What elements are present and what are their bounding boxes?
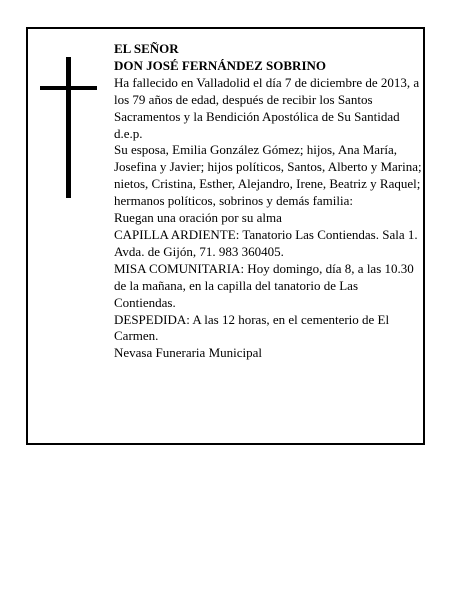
cross-vertical-bar <box>66 57 71 198</box>
mass-info: MISA COMUNITARIA: Hoy domingo, día 8, a las 10.30 de la mañana, en la capilla del tanatorio de Las Contiendas. <box>114 260 414 310</box>
chapel-info: CAPILLA ARDIENTE: Tanatorio Las Contiendas. Sala 1. Avda. de Gijón, 71. 983 360405. <box>114 226 418 259</box>
notice-text <box>114 41 422 362</box>
cross-horizontal-bar <box>40 86 97 90</box>
farewell-info: DESPEDIDA: A las 12 horas, en el cementerio de El Carmen. <box>114 311 390 344</box>
notice-heading-title: EL SEÑOR <box>114 41 179 56</box>
family-list: Su esposa, Emilia González Gómez; hijos, Ana María, Josefina y Javier; hijos políticos, Santos, Alberto y Marina; nietos, Cristina, Esther, Alejandro, Irene, Beatriz y Raquel; hermanos políticos, sobrinos y demás familia: <box>114 142 422 209</box>
deceased-name: DON JOSÉ FERNÁNDEZ SOBRINO <box>114 57 327 73</box>
prayer-request: Ruegan una oración por su alma <box>114 210 282 226</box>
obituary-notice <box>26 27 425 445</box>
death-announcement: Ha fallecido en Valladolid el día 7 de diciembre de 2013, a los 79 años de edad, después de recibir los Santos Sacramentos y la Bendición Apostólica de Su Santidad <box>114 74 420 124</box>
dep-text: d.e.p. <box>114 125 143 141</box>
funeral-home: Nevasa Funeraria Municipal <box>114 345 263 361</box>
